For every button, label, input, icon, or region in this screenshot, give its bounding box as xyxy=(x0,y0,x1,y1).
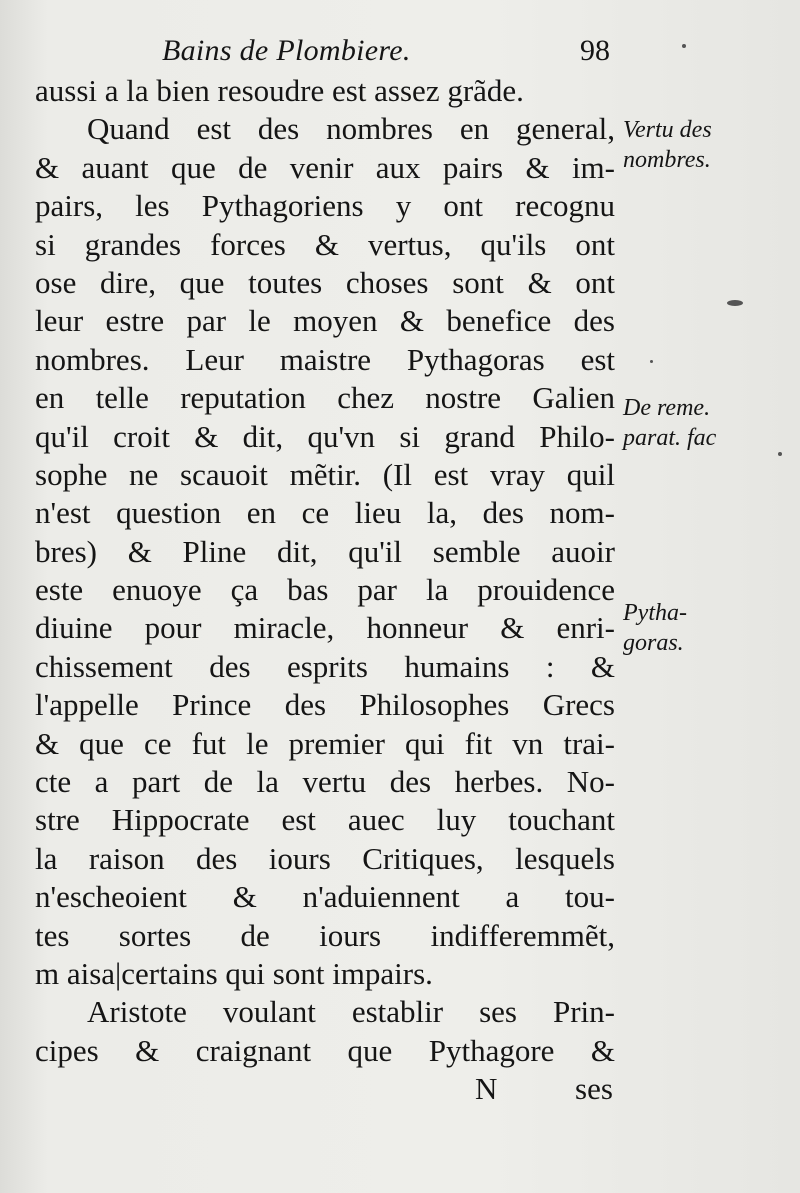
page-number: 98 xyxy=(580,34,610,67)
footer-line xyxy=(35,1070,615,1108)
signature-mark: N xyxy=(475,1071,498,1107)
text-line: m aisa|certains qui sont impairs. xyxy=(35,955,433,991)
text-line: sophe ne scauoit mẽtir. (Il est vray quil xyxy=(35,456,615,492)
ink-speck xyxy=(682,44,686,48)
body-text xyxy=(35,72,615,1109)
margin-note-line: nombres. xyxy=(623,147,711,173)
text-line: pairs, les Pythagoriens y ont recognu xyxy=(35,188,615,224)
text-line: chissement des esprits humains : & xyxy=(35,648,615,684)
text-line: si grandes forces & vertus, qu'ils ont xyxy=(35,226,615,262)
margin-note-line: De reme. xyxy=(623,395,711,421)
text-line: cipes & craignant que Pythagore & xyxy=(35,1032,615,1068)
running-title: Bains de Plombiere. xyxy=(162,34,411,67)
margin-note-line: parat. fac xyxy=(623,425,717,451)
text-line: este enuoye ça bas par la prouidence xyxy=(35,572,615,608)
text-line: tes sortes de iours indifferemmẽt, xyxy=(35,917,615,953)
text-line: l'appelle Prince des Philosophes Grecs xyxy=(35,687,615,723)
text-line: qu'il croit & dit, qu'vn si grand Philo- xyxy=(35,418,615,454)
text-line: & auant que de venir aux pairs & im- xyxy=(35,149,615,185)
margin-note-de-reme xyxy=(623,393,793,453)
text-line: cte a part de la vertu des herbes. No- xyxy=(35,764,615,800)
text-line: n'escheoient & n'aduiennent a tou- xyxy=(35,879,615,915)
text-line: nombres. Leur maistre Pythagoras est xyxy=(35,341,615,377)
margin-note-line: goras. xyxy=(623,630,684,656)
text-line: bres) & Pline dit, qu'il semble auoir xyxy=(35,533,615,569)
text-line: aussi a la bien resoudre est assez grãde. xyxy=(35,73,524,108)
text-line: Aristote voulant establir ses Prin- xyxy=(87,994,615,1030)
text-line: ose dire, que toutes choses sont & ont xyxy=(35,264,615,300)
ink-speck xyxy=(778,452,782,456)
text-line: la raison des iours Critiques, lesquels xyxy=(35,840,615,876)
catchword: ses xyxy=(575,1071,613,1107)
page-header xyxy=(150,34,620,74)
text-line: Quand est des nombres en general, xyxy=(87,111,615,147)
ink-speck xyxy=(650,360,653,363)
margin-note-pythagoras xyxy=(623,598,793,658)
text-line: stre Hippocrate est auec luy touchant xyxy=(35,802,615,838)
text-line: en telle reputation chez nostre Galien xyxy=(35,380,615,416)
text-line: diuine pour miracle, honneur & enri- xyxy=(35,610,615,646)
text-line: leur estre par le moyen & benefice des xyxy=(35,303,615,339)
text-line: n'est question en ce lieu la, des nom- xyxy=(35,495,615,531)
text-line: & que ce fut le premier qui fit vn trai- xyxy=(35,725,615,761)
margin-note-line: Vertu des xyxy=(623,117,712,143)
margin-note-vertu xyxy=(623,115,793,175)
margin-note-line: Pytha- xyxy=(623,600,687,626)
ink-speck xyxy=(727,300,743,306)
